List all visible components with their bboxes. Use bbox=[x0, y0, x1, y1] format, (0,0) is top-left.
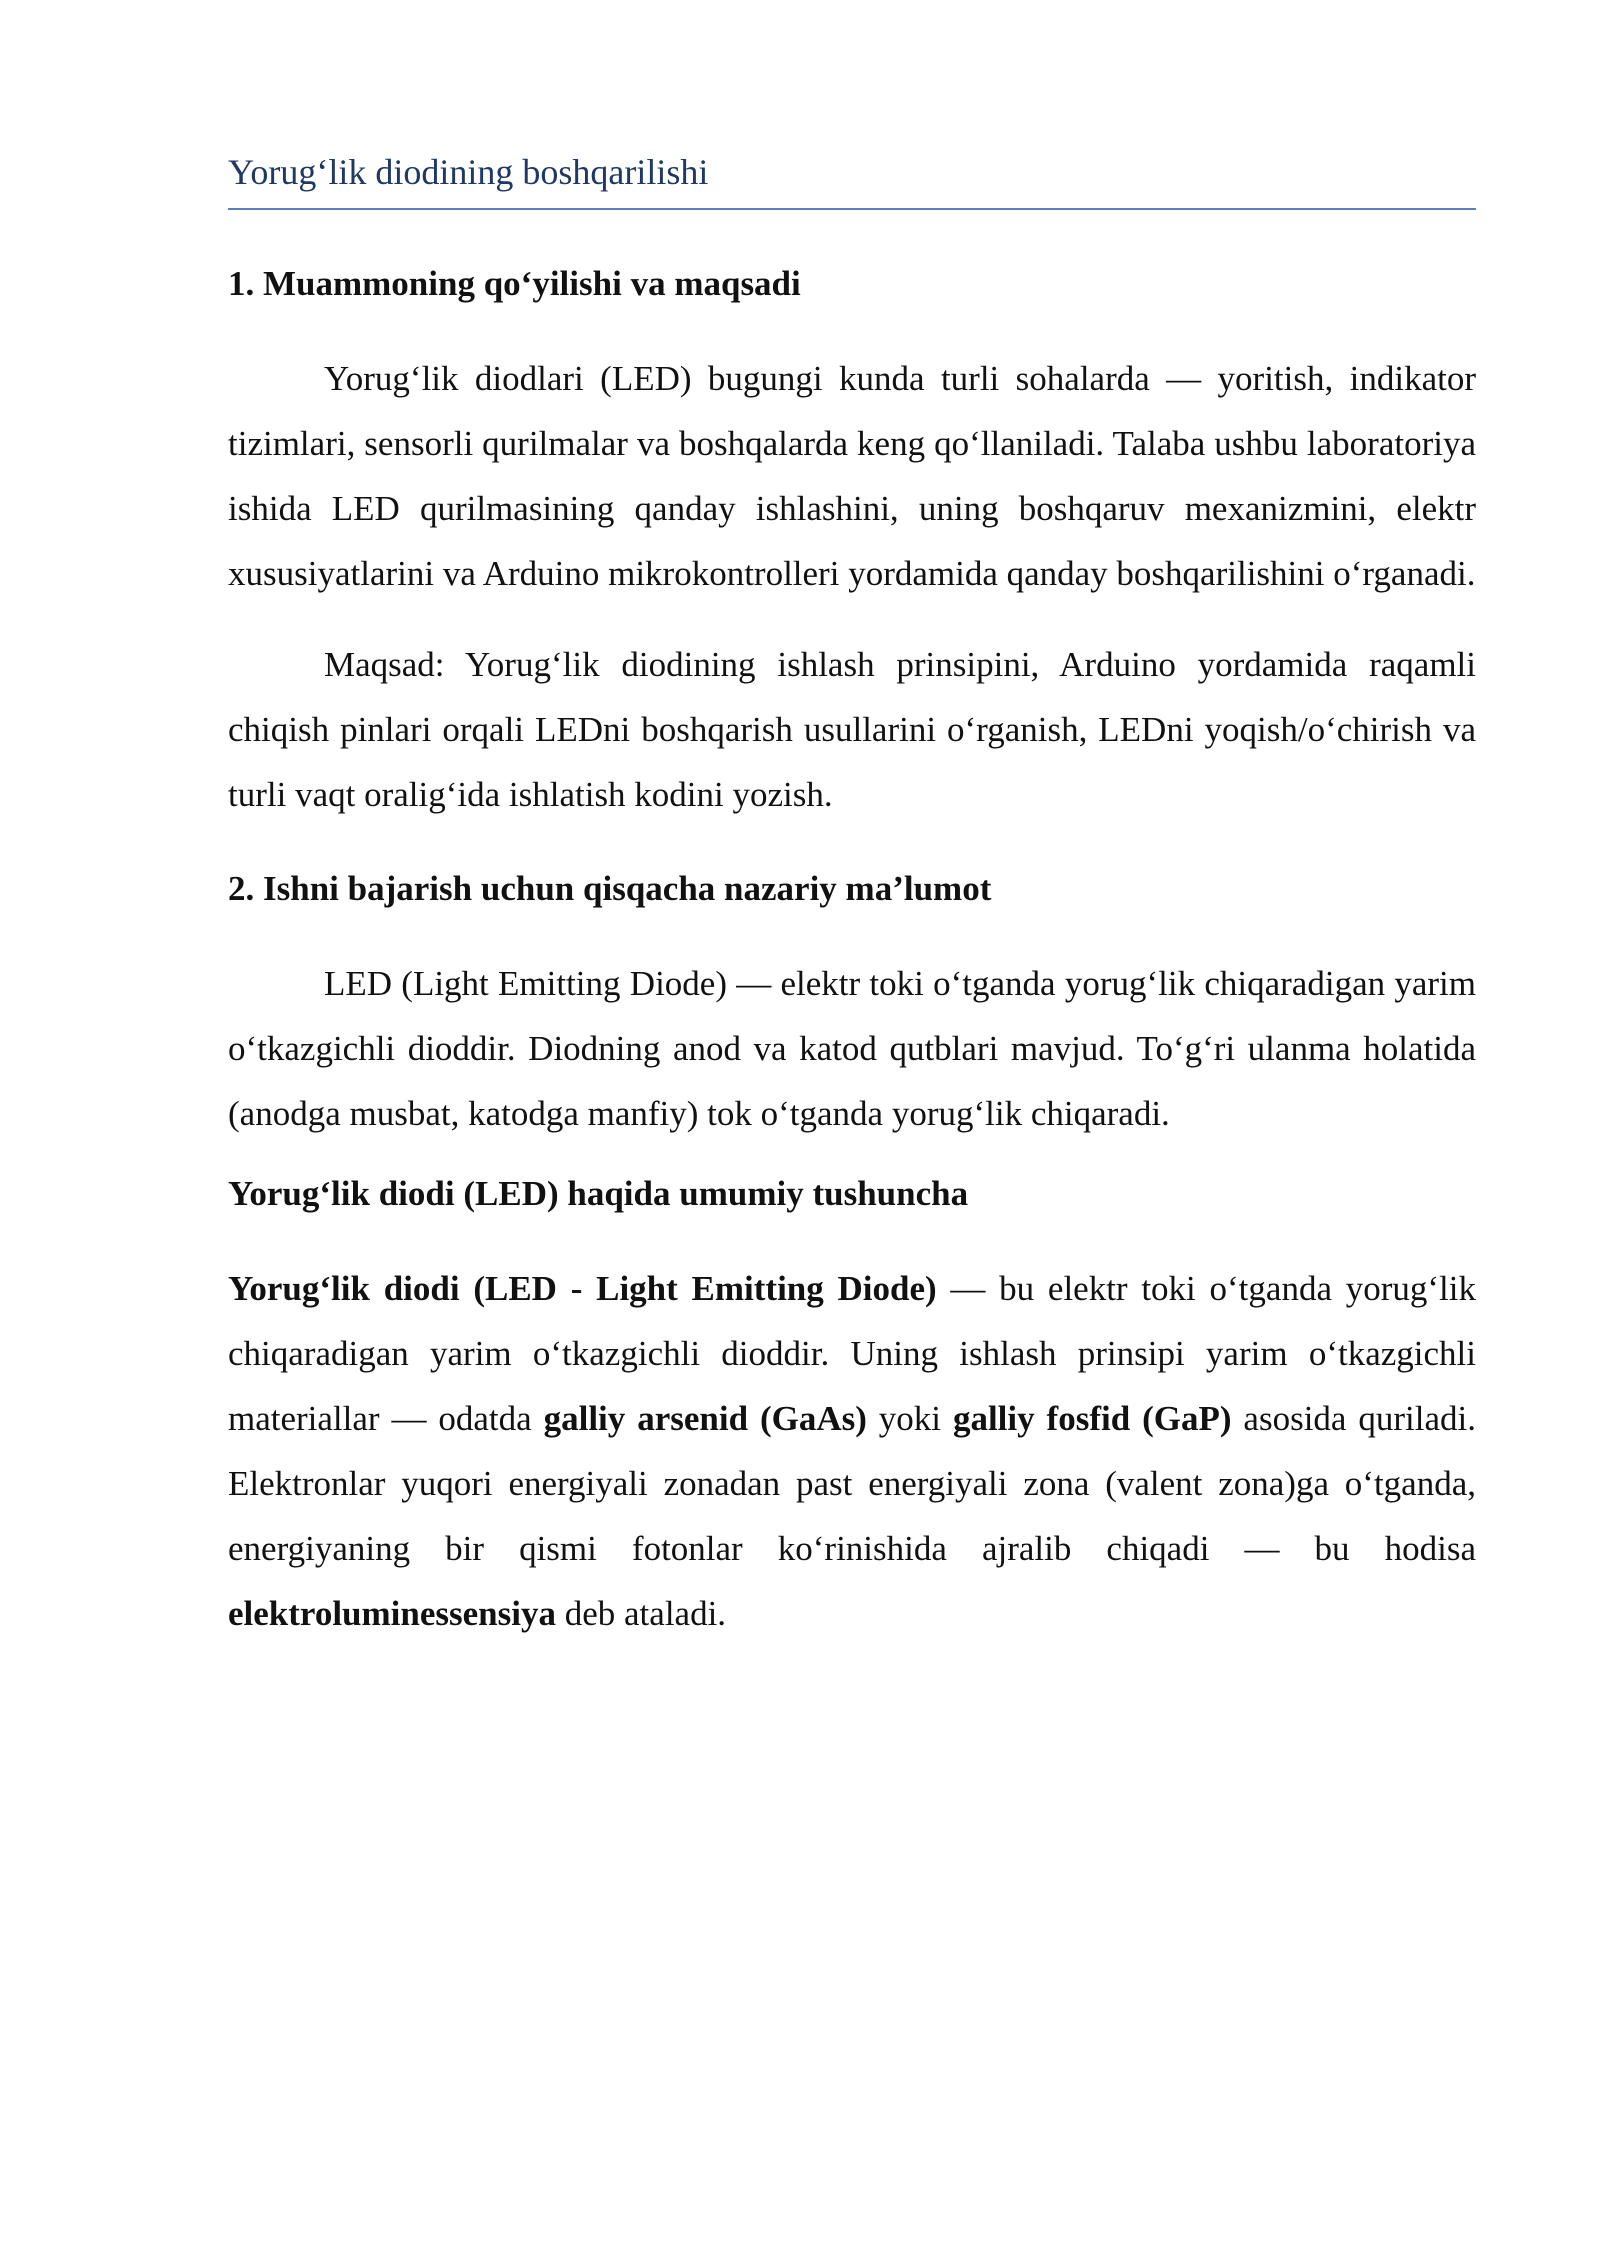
page-header bbox=[228, 150, 1476, 210]
text-run: — bu elektr toki o‘tganda yorug‘lik chiqaradigan yarim o‘tkazgichli dioddir. Uning ishlash prinsipi yarim o‘tkazgichli materiallar — odatda bbox=[228, 1269, 1476, 1438]
section-2-paragraph-1: LED (Light Emitting Diode) — elektr toki o‘tganda yorug‘lik chiqaradigan yarim o‘tkazgichli dioddir. Diodning anod va katod qutblari mavjud. To‘g‘ri ulanma holatida (anodga musbat, katodga manfiy) tok o‘tganda yorug‘lik chiqaradi. bbox=[228, 964, 1476, 1133]
material-gaas: galliy arsenid (GaAs) bbox=[543, 1399, 867, 1438]
electroluminescence-term: elektroluminessensiya bbox=[228, 1594, 556, 1633]
led-overview-paragraph bbox=[228, 1256, 1476, 1646]
section-1-heading: 1. Muammoning qo‘yilishi va maqsadi bbox=[228, 264, 801, 303]
text-run: yoki bbox=[866, 1399, 953, 1438]
section-1-paragraph-1: Yorug‘lik diodlari (LED) bugungi kunda turli sohalarda — yoritish, indikator tizimlari, sensorli qurilmalar va boshqalarda keng qo‘llaniladi. Talaba ushbu laboratoriya ishida LED qurilmasining qanday ishlashini, uning boshqaruv mexanizmini, elektr xususiyatlarini va Arduino mikrokontrolleri yordamida qanday boshqarilishini o‘rganadi. bbox=[228, 359, 1476, 593]
section-2-heading: 2. Ishni bajarish uchun qisqacha nazariy ma’lumot bbox=[228, 869, 992, 908]
header-title: Yorug‘lik diodining boshqarilishi bbox=[228, 152, 709, 192]
led-overview-subheading: Yorug‘lik diodi (LED) haqida umumiy tushuncha bbox=[228, 1174, 969, 1213]
material-gap: galliy fosfid (GaP) bbox=[952, 1399, 1232, 1438]
document-body bbox=[228, 262, 1476, 1672]
led-definition-term: Yorug‘lik diodi (LED - Light Emitting Diode) bbox=[228, 1269, 937, 1308]
text-run: asosida quriladi. Elektronlar yuqori energiyali zonadan past energiyali zona (valent zona)ga o‘tganda, energiyaning bir qismi fotonlar ko‘rinishida ajralib chiqadi — bu hodisa bbox=[228, 1399, 1476, 1568]
text-run: deb ataladi. bbox=[555, 1594, 727, 1633]
section-1-paragraph-2: Maqsad: Yorug‘lik diodining ishlash prinsipini, Arduino yordamida raqamli chiqish pinlari orqali LEDni boshqarish usullarini o‘rganish, LEDni yoqish/o‘chirish va turli vaqt oralig‘ida ishlatish kodini yozish. bbox=[228, 645, 1476, 814]
